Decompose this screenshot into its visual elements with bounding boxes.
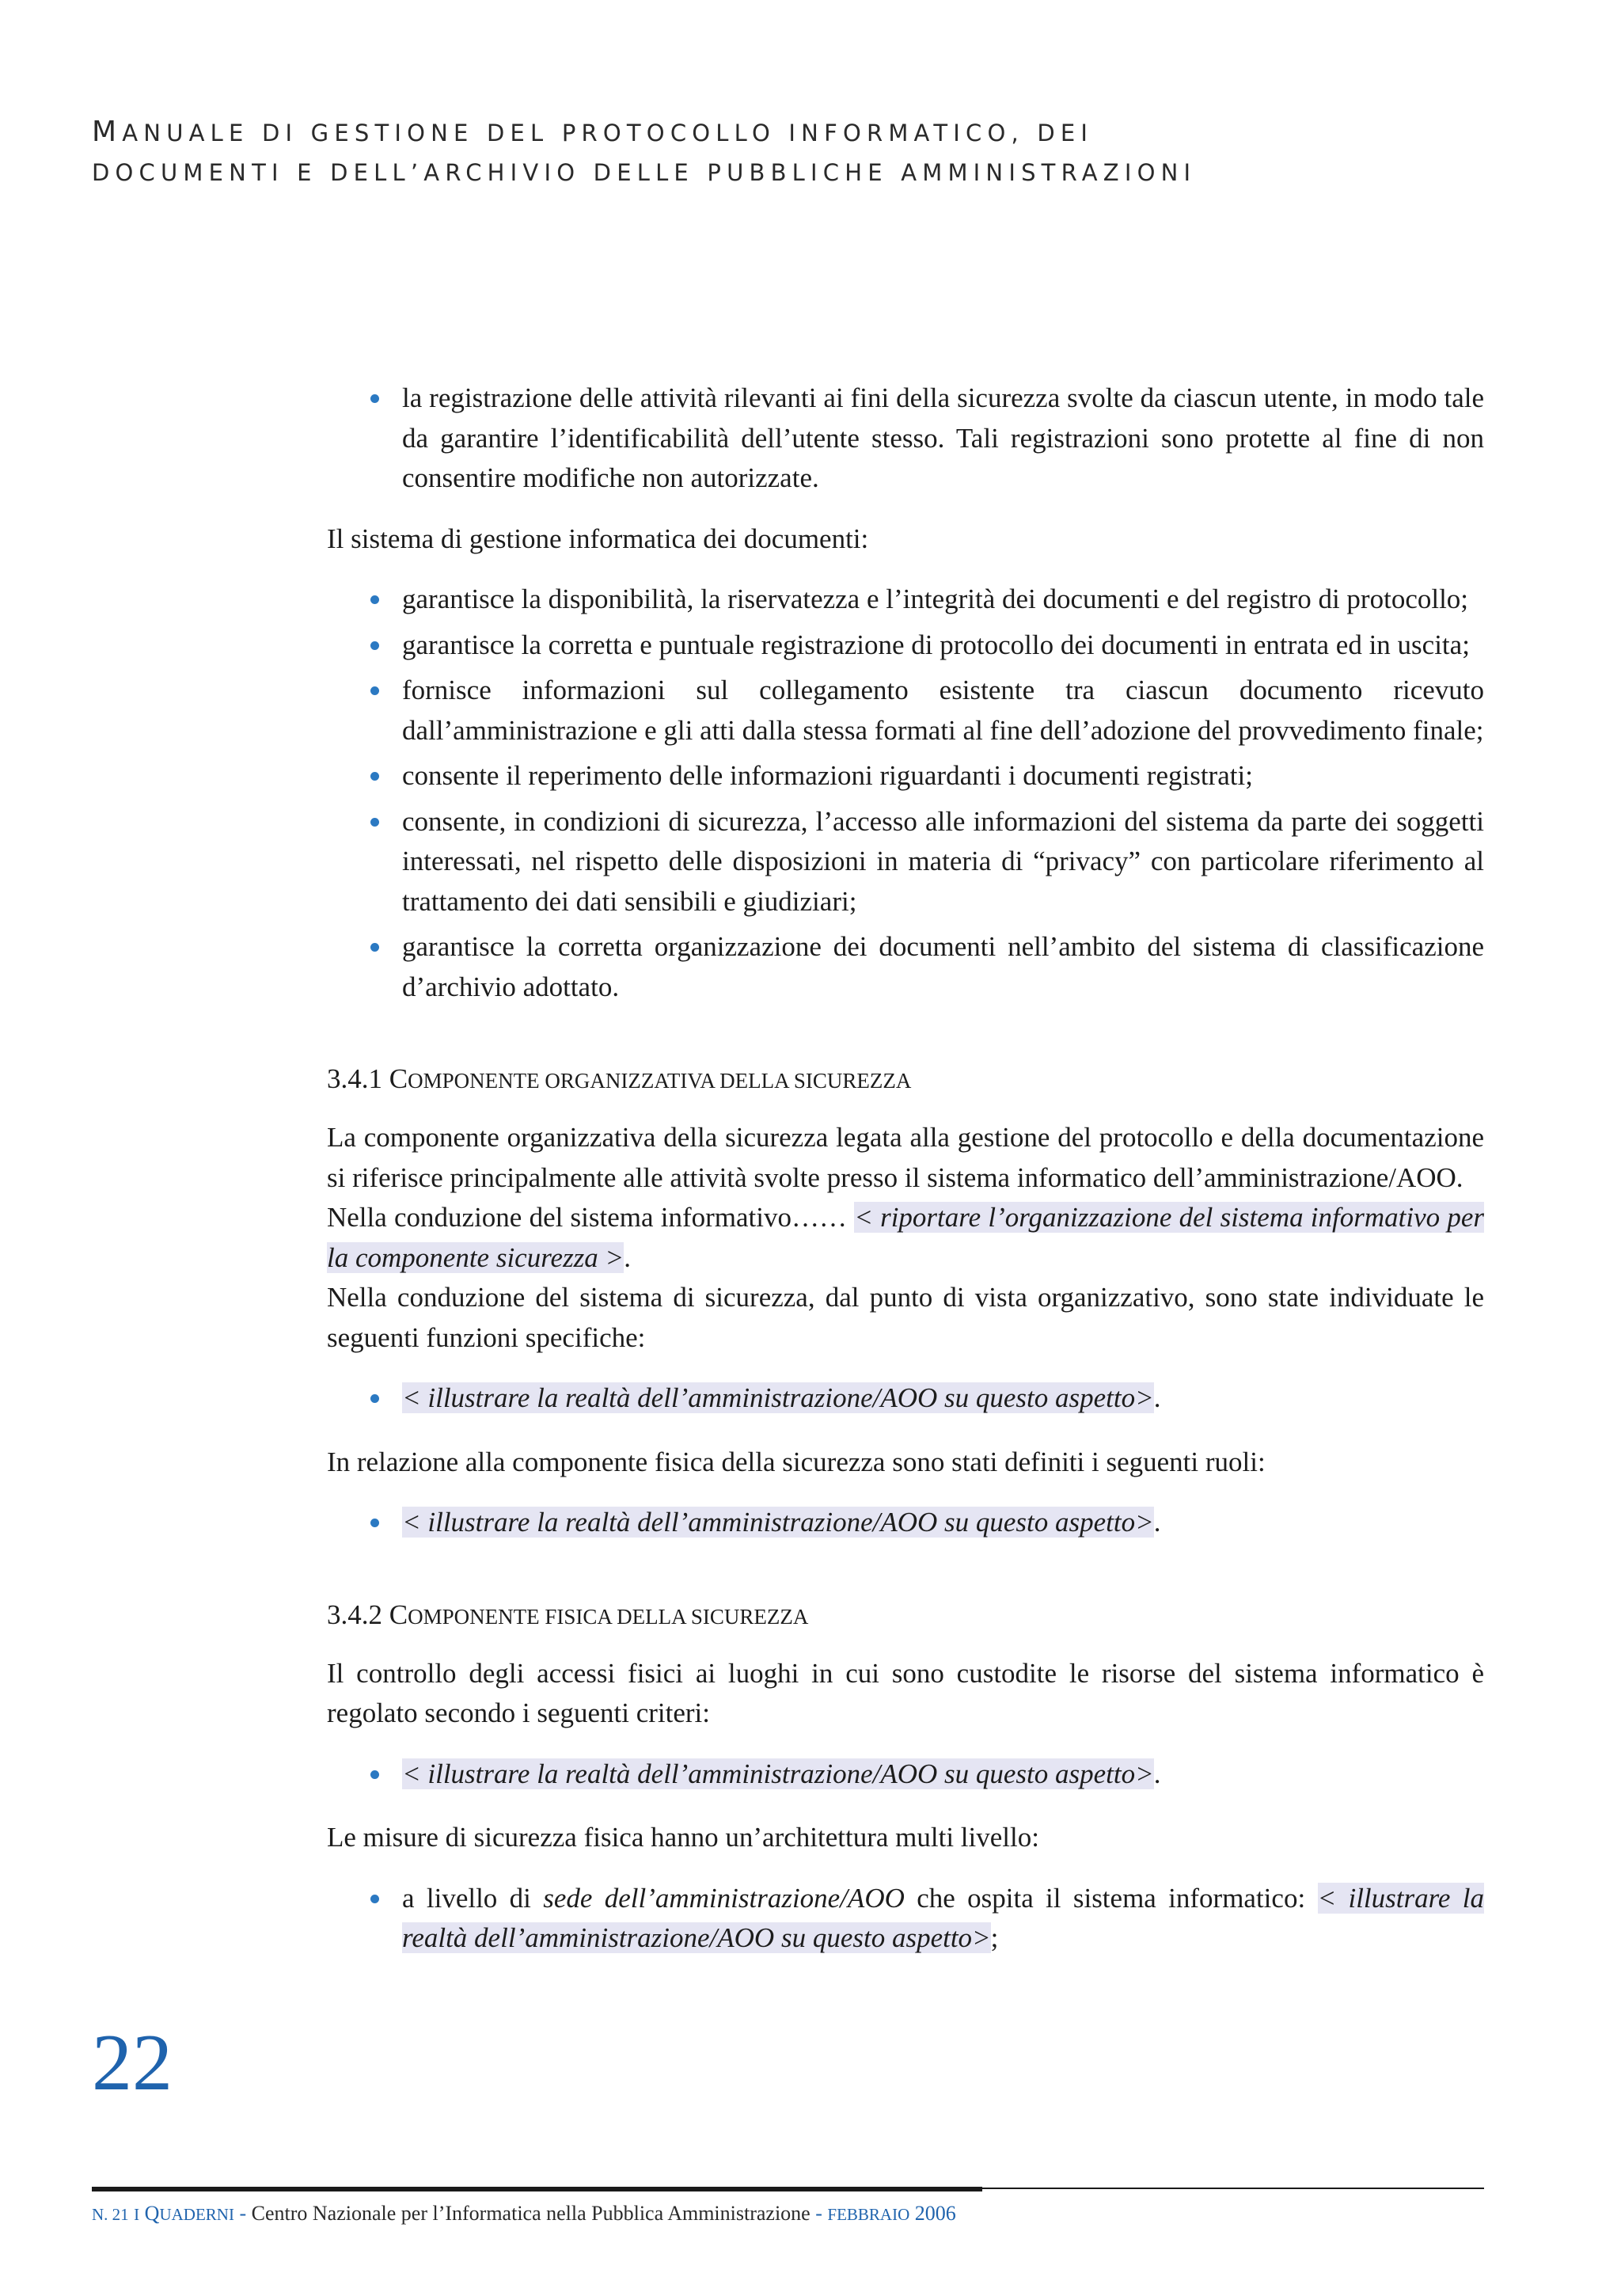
section-heading-3-4-2: 3.4.2 COMPONENTE FISICA DELLA SICUREZZA xyxy=(327,1598,809,1630)
footer-center-text: Centro Nazionale per l’Informatica nella Pubblica Amministrazione xyxy=(251,2202,810,2225)
bullet-dot-icon xyxy=(370,818,379,827)
footer xyxy=(92,2200,1485,2228)
placeholder-highlight: < illustrare la realtà dell’amministrazione/AOO su questo aspetto> xyxy=(402,1507,1154,1538)
paragraph: Nella conduzione del sistema informativo…… < riportare l’organizzazione del sistema informativo per la componente sicurezza >. xyxy=(327,1202,1485,1273)
placeholder-highlight: < illustrare la realtà dell’amministrazione/AOO su questo aspetto> xyxy=(402,1382,1154,1413)
list-item: consente il reperimento delle informazioni riguardanti i documenti registrati; xyxy=(327,756,1484,796)
list-item: < illustrare la realtà dell’amministrazione/AOO su questo aspetto>. xyxy=(327,1378,1484,1419)
paragraph: La componente organizzativa della sicurezza legata alla gestione del protocollo e della documentazione si riferisce principalmente alle attività svolte presso il sistema informatico dell’amministrazione/AOO. xyxy=(327,1122,1484,1193)
system-intro: Il sistema di gestione informatica dei documenti: xyxy=(327,523,869,554)
roles-list xyxy=(327,1503,1484,1543)
list-item: garantisce la corretta organizzazione dei documenti nell’ambito del sistema di classificazione d’archivio adottato. xyxy=(327,927,1484,1007)
paragraph: In relazione alla componente fisica della sicurezza sono stati definiti i seguenti ruoli: xyxy=(327,1446,1266,1477)
footer-dash: - xyxy=(815,2202,822,2225)
functions-list xyxy=(327,1378,1484,1419)
footer-rule xyxy=(92,2187,982,2191)
levels-list xyxy=(327,1879,1484,1959)
criteria-list xyxy=(327,1754,1484,1795)
footer-rule-thin xyxy=(982,2188,1484,2189)
list-item: < illustrare la realtà dell’amministrazione/AOO su questo aspetto>. xyxy=(327,1754,1484,1795)
page-body xyxy=(327,378,1484,1964)
bullet-dot-icon xyxy=(370,595,379,604)
paragraph: Le misure di sicurezza fisica hanno un’architettura multi livello: xyxy=(327,1822,1039,1853)
bullet-dot-icon xyxy=(370,772,379,781)
bullet-dot-icon xyxy=(370,1770,379,1779)
footer-month: FEBBRAIO xyxy=(827,2205,910,2224)
list-item: < illustrare la realtà dell’amministrazione/AOO su questo aspetto>. xyxy=(327,1503,1484,1543)
footer-year: 2006 xyxy=(914,2202,956,2225)
list-item: a livello di sede dell’amministrazione/AOO che ospita il sistema informatico: < illustrare la realtà dell’amministrazione/AOO su questo aspetto>; xyxy=(327,1879,1484,1959)
bullet-dot-icon xyxy=(370,1519,379,1527)
paragraph: Il controllo degli accessi fisici ai luoghi in cui sono custodite le risorse del sistema informatico è regolato secondo i seguenti criteri: xyxy=(327,1657,1484,1728)
list-item: fornisce informazioni sul collegamento esistente tra ciascun documento ricevuto dall’amministrazione e gli atti dalla stessa formati al fine dell’adozione del provvedimento finale; xyxy=(327,671,1484,751)
section-heading-3-4-1: 3.4.1 COMPONENTE ORGANIZZATIVA DELLA SICUREZZA xyxy=(327,1063,912,1094)
bullet-dot-icon xyxy=(370,1895,379,1903)
footer-issue: N. 21 xyxy=(92,2205,129,2224)
bullet-dot-icon xyxy=(370,1394,379,1403)
bullet-dot-icon xyxy=(370,686,379,695)
intro-list xyxy=(327,378,1484,499)
footer-dash: - xyxy=(239,2202,247,2225)
system-list xyxy=(327,580,1484,1007)
list-item: consente, in condizioni di sicurezza, l’accesso alle informazioni del sistema da parte dei soggetti interessati, nel rispetto delle disposizioni in materia di “privacy” con particolare riferimento al trattamento dei dati sensibili e giudiziari; xyxy=(327,802,1484,922)
placeholder-highlight: < illustrare la realtà dell’amministrazione/AOO su questo aspetto> xyxy=(402,1758,1154,1789)
placeholder-highlight: < riportare l’organizzazione del sistema informativo per la componente sicurezza > xyxy=(327,1202,1485,1273)
list-item: garantisce la disponibilità, la riservatezza e l’integrità dei documenti e del registro di protocollo; xyxy=(327,580,1484,620)
list-item: la registrazione delle attività rilevanti ai fini della sicurezza svolte da ciascun utente, in modo tale da garantire l’identificabilità dell’utente stesso. Tali registrazioni sono protette al fine di non consentire modifiche non autorizzate. xyxy=(327,378,1484,499)
running-header xyxy=(92,112,1485,192)
header-line-2: DOCUMENTI E DELL’ARCHIVIO DELLE PUBBLICHE AMMINISTRAZIONI xyxy=(92,159,1197,186)
bullet-dot-icon xyxy=(370,641,379,650)
page-number: 22 xyxy=(92,2018,173,2108)
header-line-1: MANUALE DI GESTIONE DEL PROTOCOLLO INFORMATICO, DEI xyxy=(92,116,1094,148)
footer-series: QUADERNI xyxy=(144,2202,234,2225)
paragraph: Nella conduzione del sistema di sicurezza, dal punto di vista organizzativo, sono state individuate le seguenti funzioni specifiche: xyxy=(327,1282,1484,1353)
footer-separator: I xyxy=(134,2205,140,2224)
list-item: garantisce la corretta e puntuale registrazione di protocollo dei documenti in entrata ed in uscita; xyxy=(327,625,1484,666)
bullet-dot-icon xyxy=(370,394,379,403)
placeholder-highlight: < illustrare la realtà dell’amministrazione/AOO su questo aspetto> xyxy=(402,1882,1485,1953)
bullet-dot-icon xyxy=(370,943,379,952)
